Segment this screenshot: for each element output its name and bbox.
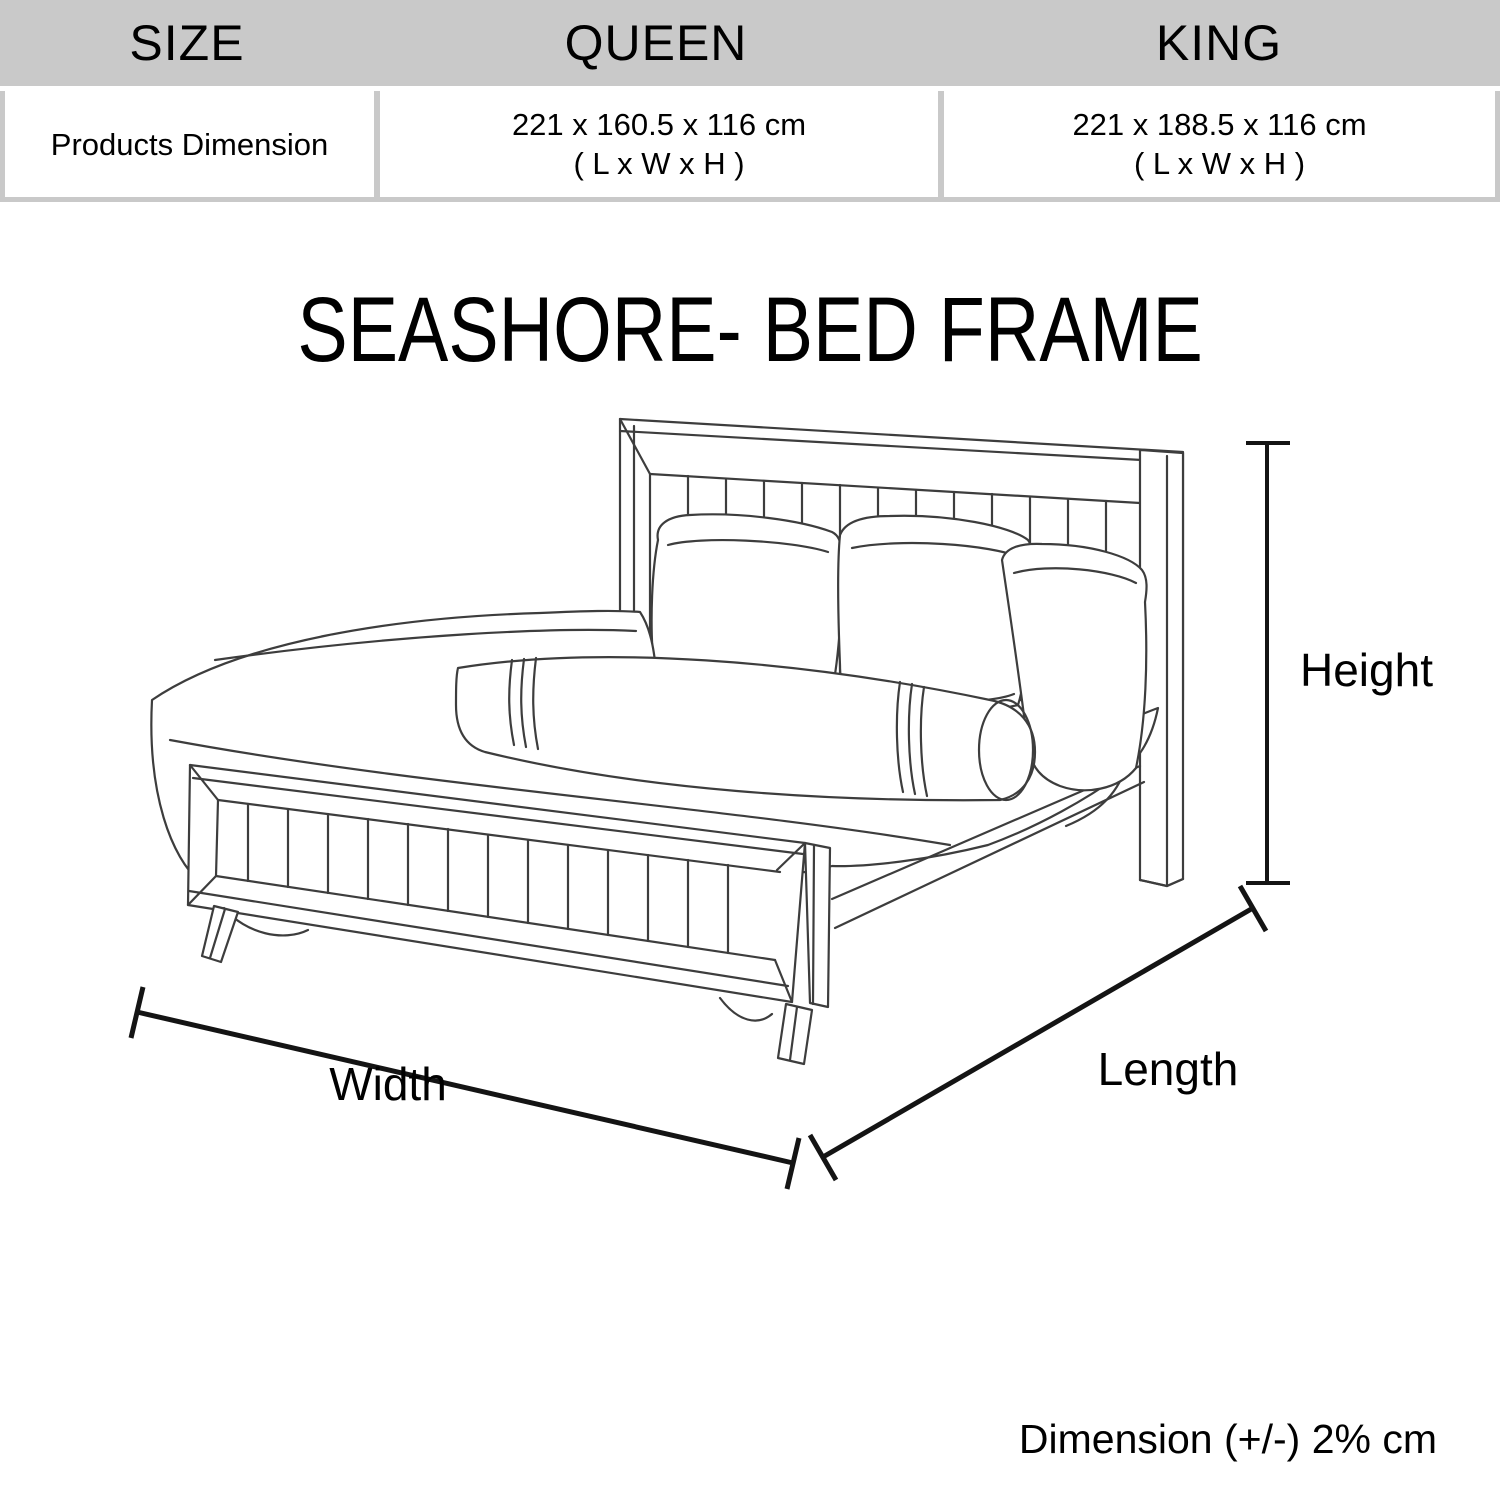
length-dimension-line <box>810 886 1266 1180</box>
king-dimensions: 221 x 188.5 x 116 cm <box>1072 107 1367 142</box>
height-label: Height <box>1300 644 1433 696</box>
king-axes: ( L x W x H ) <box>1133 146 1306 181</box>
row-label: Products Dimension <box>50 126 329 162</box>
width-dimension-line <box>131 987 799 1189</box>
queen-axes: ( L x W x H ) <box>573 146 745 181</box>
header-size: SIZE <box>129 15 245 71</box>
length-label: Length <box>1097 1043 1239 1095</box>
tolerance-note: Dimension (+/-) 2% cm <box>1018 1416 1437 1462</box>
page-title-text: SEASHORE- BED FRAME <box>297 279 1203 381</box>
queen-dimensions: 221 x 160.5 x 116 cm <box>511 107 807 142</box>
header-queen: QUEEN <box>564 15 748 71</box>
height-dimension-line <box>1246 443 1290 883</box>
header-king: KING <box>1155 15 1283 71</box>
width-label: Width <box>329 1058 447 1110</box>
